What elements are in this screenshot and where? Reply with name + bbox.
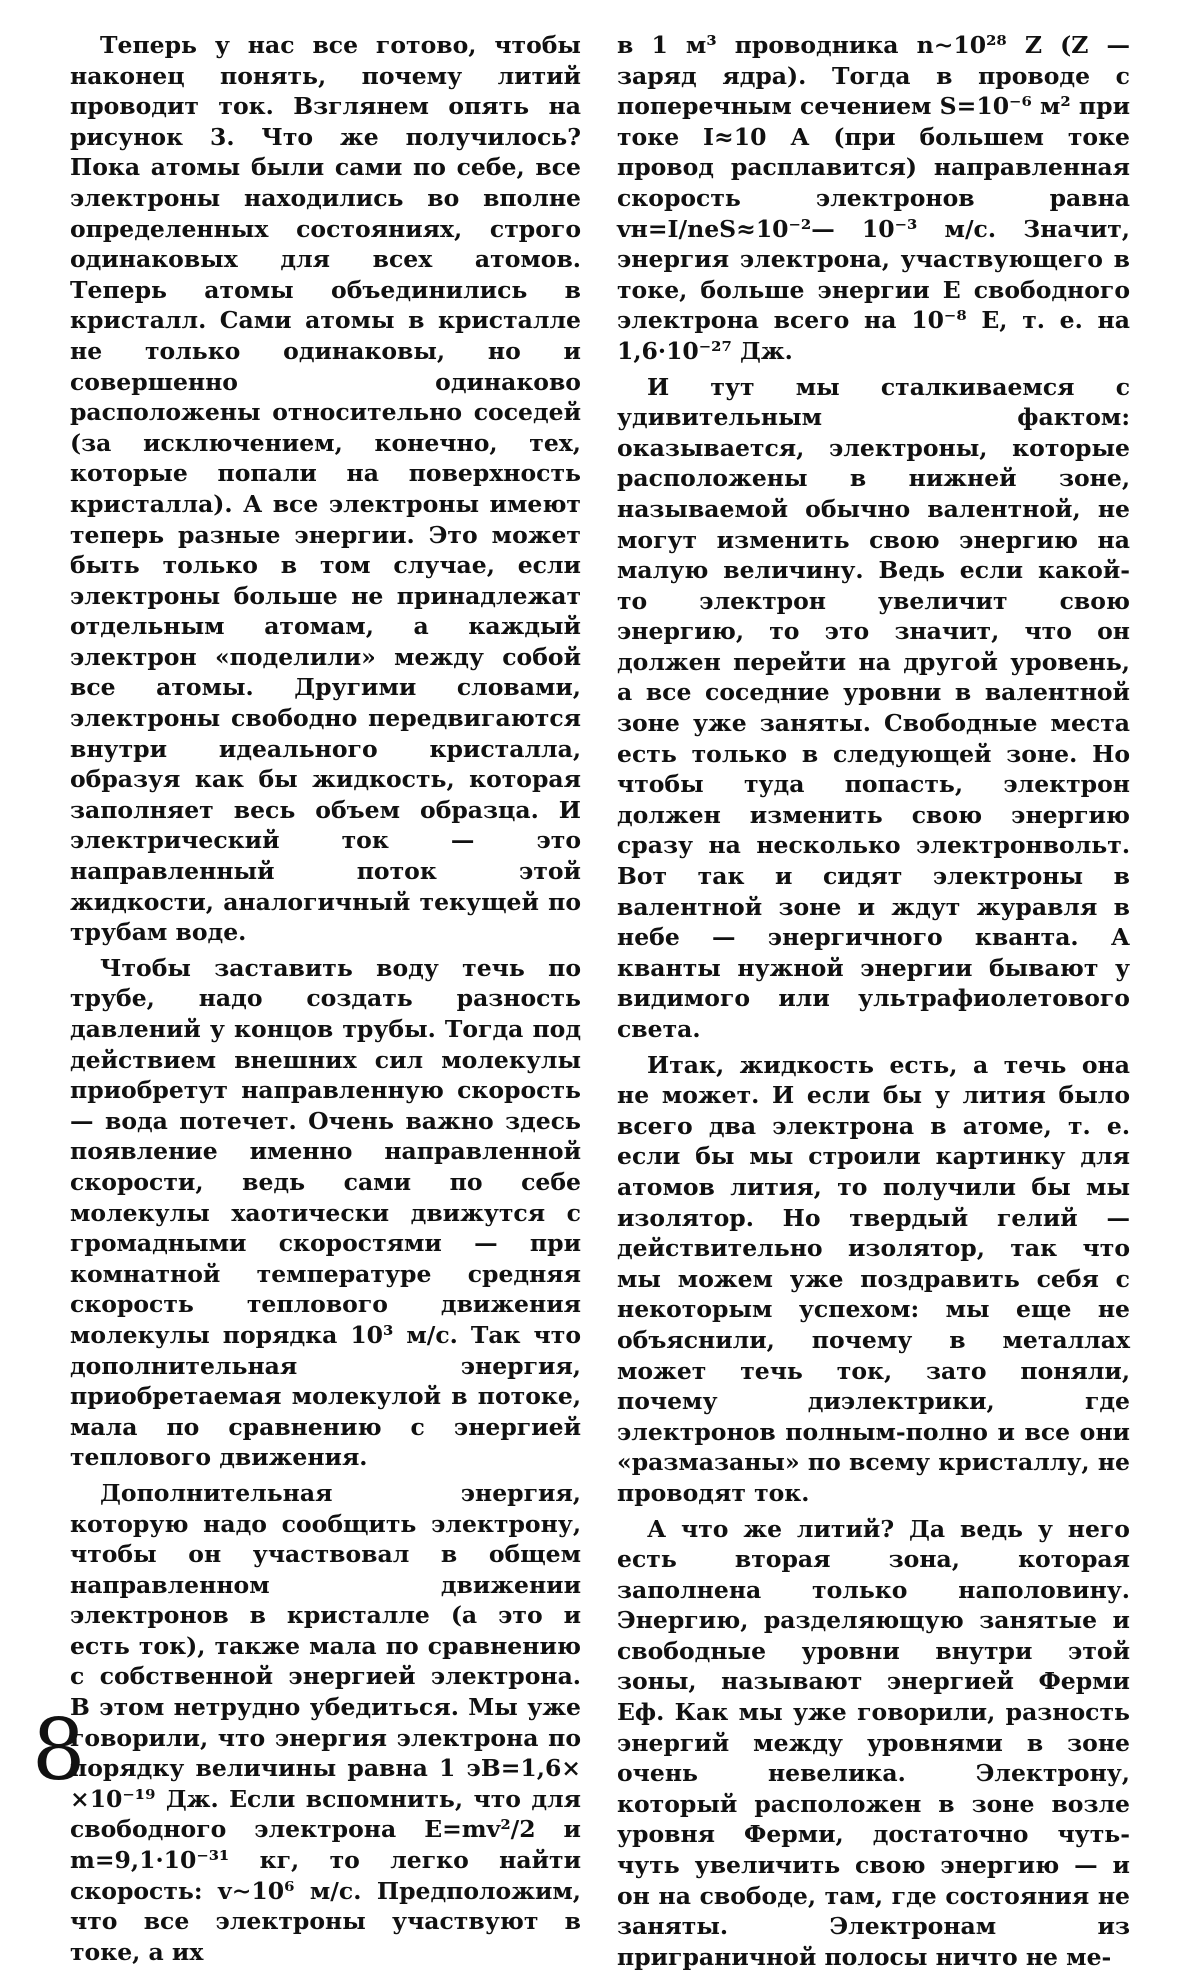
- paragraph: И тут мы сталкиваемся с удивительным фактом: оказывается, электроны, которые расположены в нижней зоне, называемой обычно валентной, не могут изменить свою энергию на малую величину. Ведь если какой-то электрон увеличит свою энергию, то это значит, что он должен перейти на другой уровень, а все соседние уровни в валентной зоне уже заняты. Свободные места есть только в следующей зоне. Но чтобы туда попасть, электрон должен изменить свою энергию сразу на несколько электронвольт. Вот так и сидят электроны в валентной зоне и ждут журавля в небе — энергичного кванта. А кванты нужной энергии бывают у видимого или ультрафиолетового света.: [617, 372, 1130, 1043]
- paragraph: Дополнительная энергия, которую надо сообщить электрону, чтобы он участвовал в общем направленном движении электронов в кристалле (а это и есть ток), также мала по сравнению с собственной энергией электрона. В этом нетрудно убедиться. Мы уже говорили, что энергия электрона по порядку величины равна 1 эВ=1,6× ×10⁻¹⁹ Дж. Если вспомнить, что для свободного электрона E=mv²/2 и m=9,1·10⁻³¹ кг, то легко найти скорость: v∼10⁶ м/с. Предположим, что все электроны участвуют в токе, а их: [70, 1478, 581, 1966]
- paragraph: Чтобы заставить воду течь по трубе, надо создать разность давлений у концов трубы. Тогда под действием внешних сил молекулы приобретут направленную скорость — вода потечет. Очень важно здесь появление именно направленной скорости, ведь сами по себе молекулы хаотически движутся с громадными скоростями — при комнатной температуре средняя скорость теплового движения молекулы порядка 10³ м/с. Так что дополнительная энергия, приобретаемая молекулой в потоке, мала по сравнению с энергией теплового движения.: [70, 953, 581, 1472]
- right-column: [617, 30, 1130, 1977]
- page-number: 8: [32, 1701, 86, 1799]
- paragraph: в 1 м³ проводника n∼10²⁸ Z (Z — заряд ядра). Тогда в проводе с поперечным сечением S=10⁻⁶ м² при токе I≈10 А (при большем токе провод расплавится) направленная скорость электронов равна vн=I/neS≈10⁻²— 10⁻³ м/с. Значит, энергия электрона, участвующего в токе, больше энергии E свободного электрона всего на 10⁻⁸ E, т. е. на 1,6·10⁻²⁷ Дж.: [617, 31, 1130, 365]
- paragraph: Теперь у нас все готово, чтобы наконец понять, почему литий проводит ток. Взглянем опять на рисунок 3. Что же получилось? Пока атомы были сами по себе, все электроны находились во вполне определенных состояниях, строго одинаковых для всех атомов. Теперь атомы объединились в кристалл. Сами атомы в кристалле не только одинаковы, но и совершенно одинаково расположены относительно соседей (за исключением, конечно, тех, которые попали на поверхность кристалла). А все электроны имеют теперь разные энергии. Это может быть только в том случае, если электроны больше не принадлежат отдельным атомам, а каждый электрон «поделили» между собой все атомы. Другими словами, электроны свободно передвигаются внутри идеального кристалла, образуя как бы жидкость, которая заполняет весь объем образца. И электрический ток — это направленный поток этой жидкости, аналогичный текущей по трубам воде.: [70, 31, 581, 947]
- paragraph: А что же литий? Да ведь у него есть вторая зона, которая заполнена только наполовину. Энергию, разделяющую занятые и свободные уровни внутри этой зоны, называют энергией Ферми Eф. Как мы уже говорили, разность энергий между уровнями в зоне очень невелика. Электрону, который расположен в зоне возле уровня Ферми, достаточно чуть-чуть увеличить свою энергию — и он на свободе, там, где состояния не заняты. Электронам из приграничной полосы ничто не ме-: [617, 1514, 1130, 1971]
- left-column: [70, 30, 581, 1972]
- paragraph: Итак, жидкость есть, а течь она не может. И если бы у лития было всего два электрона в атоме, т. е. если бы мы строили картинку для атомов лития, то получили бы мы изолятор. Но твердый гелий — действительно изолятор, так что мы можем уже поздравить себя с некоторым успехом: мы еще не объяснили, почему в металлах может течь ток, зато поняли, почему диэлектрики, где электронов полным-полно и все они «размазаны» по всему кристаллу, не проводят ток.: [617, 1050, 1130, 1507]
